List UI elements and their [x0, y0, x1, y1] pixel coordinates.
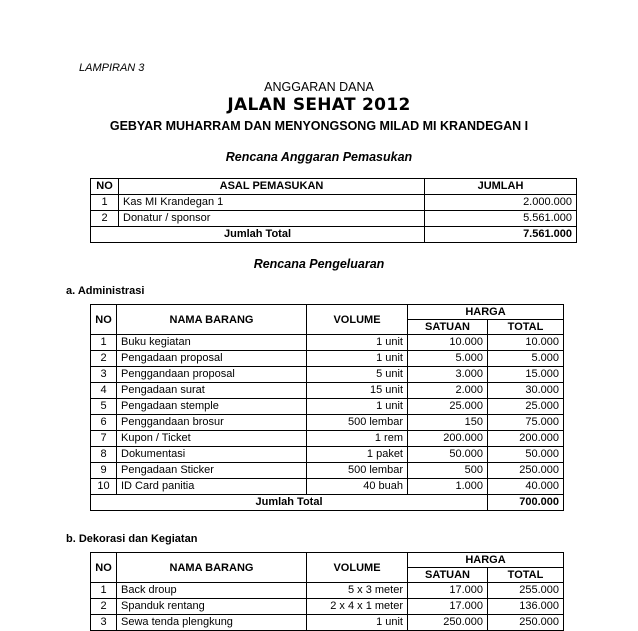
table-row: [91, 479, 564, 495]
event-subtitle: GEBYAR MUHARRAM DAN MENYONGSONG MILAD MI KRANDEGAN I: [109, 119, 529, 133]
row-satuan: 50.000: [408, 447, 488, 463]
row-nama-barang: Pengadaan Sticker: [117, 463, 307, 479]
table-row: [91, 431, 564, 447]
row-satuan: 3.000: [408, 367, 488, 383]
col-asal: ASAL PEMASUKAN: [119, 179, 425, 195]
row-asal: Donatur / sponsor: [119, 211, 425, 227]
row-no: 9: [91, 463, 117, 479]
row-no: 2: [91, 211, 119, 227]
col-total: TOTAL: [488, 320, 564, 335]
row-total: 5.000: [488, 351, 564, 367]
row-nama-barang: Penggandaan brosur: [117, 415, 307, 431]
row-total: 15.000: [488, 367, 564, 383]
row-no: 1: [91, 335, 117, 351]
col-satuan: SATUAN: [408, 568, 488, 583]
lampiran-label: LAMPIRAN 3: [79, 62, 145, 74]
row-total: 136.000: [488, 599, 564, 615]
admin-section-title: a. Administrasi: [66, 285, 145, 297]
row-no: 2: [91, 351, 117, 367]
row-volume: 500 lembar: [307, 463, 408, 479]
row-volume: 1 unit: [307, 335, 408, 351]
row-satuan: 1.000: [408, 479, 488, 495]
table-row: [91, 383, 564, 399]
income-total-label: Jumlah Total: [91, 227, 425, 243]
row-jumlah: 2.000.000: [425, 195, 577, 211]
col-harga: HARGA: [408, 553, 564, 568]
income-total-row: [91, 227, 577, 243]
income-table: [90, 178, 577, 243]
row-satuan: 25.000: [408, 399, 488, 415]
row-volume: 1 unit: [307, 615, 408, 631]
row-volume: 5 x 3 meter: [307, 583, 408, 599]
table-row: [91, 583, 564, 599]
row-volume: 1 unit: [307, 351, 408, 367]
row-no: 1: [91, 195, 119, 211]
row-nama-barang: Pengadaan surat: [117, 383, 307, 399]
col-volume: VOLUME: [307, 553, 408, 583]
table-row: [91, 463, 564, 479]
row-total: 25.000: [488, 399, 564, 415]
row-nama-barang: Pengadaan proposal: [117, 351, 307, 367]
admin-total-value: 700.000: [488, 495, 564, 511]
row-volume: 5 unit: [307, 367, 408, 383]
row-total: 30.000: [488, 383, 564, 399]
row-total: 10.000: [488, 335, 564, 351]
col-nama-barang: NAMA BARANG: [117, 305, 307, 335]
row-satuan: 17.000: [408, 583, 488, 599]
row-volume: 2 x 4 x 1 meter: [307, 599, 408, 615]
income-section-title: Rencana Anggaran Pemasukan: [225, 150, 413, 164]
col-total: TOTAL: [488, 568, 564, 583]
row-total: 255.000: [488, 583, 564, 599]
income-total-value: 7.561.000: [425, 227, 577, 243]
admin-total-row: [91, 495, 564, 511]
row-no: 8: [91, 447, 117, 463]
table-row: [91, 211, 577, 227]
table-row: [91, 335, 564, 351]
col-jumlah: JUMLAH: [425, 179, 577, 195]
dekor-table: [90, 552, 564, 631]
row-volume: 1 paket: [307, 447, 408, 463]
table-row: [91, 615, 564, 631]
table-row: [91, 415, 564, 431]
col-no: NO: [91, 305, 117, 335]
row-volume: 1 rem: [307, 431, 408, 447]
col-satuan: SATUAN: [408, 320, 488, 335]
row-no: 4: [91, 383, 117, 399]
row-nama-barang: Buku kegiatan: [117, 335, 307, 351]
row-satuan: 150: [408, 415, 488, 431]
table-row: [91, 599, 564, 615]
row-total: 250.000: [488, 615, 564, 631]
col-volume: VOLUME: [307, 305, 408, 335]
income-header-row: [91, 179, 577, 195]
row-jumlah: 5.561.000: [425, 211, 577, 227]
row-nama-barang: Spanduk rentang: [117, 599, 307, 615]
row-satuan: 500: [408, 463, 488, 479]
col-no: NO: [91, 179, 119, 195]
admin-table: [90, 304, 564, 511]
col-no: NO: [91, 553, 117, 583]
event-title: JALAN SEHAT 2012: [227, 95, 411, 115]
row-nama-barang: Back droup: [117, 583, 307, 599]
table-row: [91, 351, 564, 367]
expense-section-title: Rencana Pengeluaran: [253, 257, 385, 271]
row-no: 5: [91, 399, 117, 415]
row-nama-barang: Pengadaan stemple: [117, 399, 307, 415]
row-satuan: 2.000: [408, 383, 488, 399]
row-volume: 1 unit: [307, 399, 408, 415]
row-no: 6: [91, 415, 117, 431]
admin-header-row: [91, 305, 564, 320]
row-total: 50.000: [488, 447, 564, 463]
admin-total-label: Jumlah Total: [91, 495, 488, 511]
row-nama-barang: Penggandaan proposal: [117, 367, 307, 383]
row-nama-barang: Dokumentasi: [117, 447, 307, 463]
row-nama-barang: ID Card panitia: [117, 479, 307, 495]
dekor-section-title: b. Dekorasi dan Kegiatan: [66, 533, 198, 545]
col-harga: HARGA: [408, 305, 564, 320]
row-nama-barang: Sewa tenda plengkung: [117, 615, 307, 631]
row-total: 40.000: [488, 479, 564, 495]
row-no: 10: [91, 479, 117, 495]
dekor-header-row: [91, 553, 564, 568]
row-asal: Kas MI Krandegan 1: [119, 195, 425, 211]
row-volume: 15 unit: [307, 383, 408, 399]
row-satuan: 10.000: [408, 335, 488, 351]
table-row: [91, 195, 577, 211]
table-row: [91, 399, 564, 415]
row-total: 250.000: [488, 463, 564, 479]
row-volume: 40 buah: [307, 479, 408, 495]
row-no: 7: [91, 431, 117, 447]
table-row: [91, 367, 564, 383]
row-satuan: 200.000: [408, 431, 488, 447]
row-no: 3: [91, 615, 117, 631]
row-volume: 500 lembar: [307, 415, 408, 431]
table-row: [91, 447, 564, 463]
budget-heading: ANGGARAN DANA: [264, 80, 374, 94]
col-nama-barang: NAMA BARANG: [117, 553, 307, 583]
row-satuan: 5.000: [408, 351, 488, 367]
row-satuan: 250.000: [408, 615, 488, 631]
row-no: 2: [91, 599, 117, 615]
row-satuan: 17.000: [408, 599, 488, 615]
row-no: 1: [91, 583, 117, 599]
row-total: 200.000: [488, 431, 564, 447]
row-total: 75.000: [488, 415, 564, 431]
row-nama-barang: Kupon / Ticket: [117, 431, 307, 447]
row-no: 3: [91, 367, 117, 383]
